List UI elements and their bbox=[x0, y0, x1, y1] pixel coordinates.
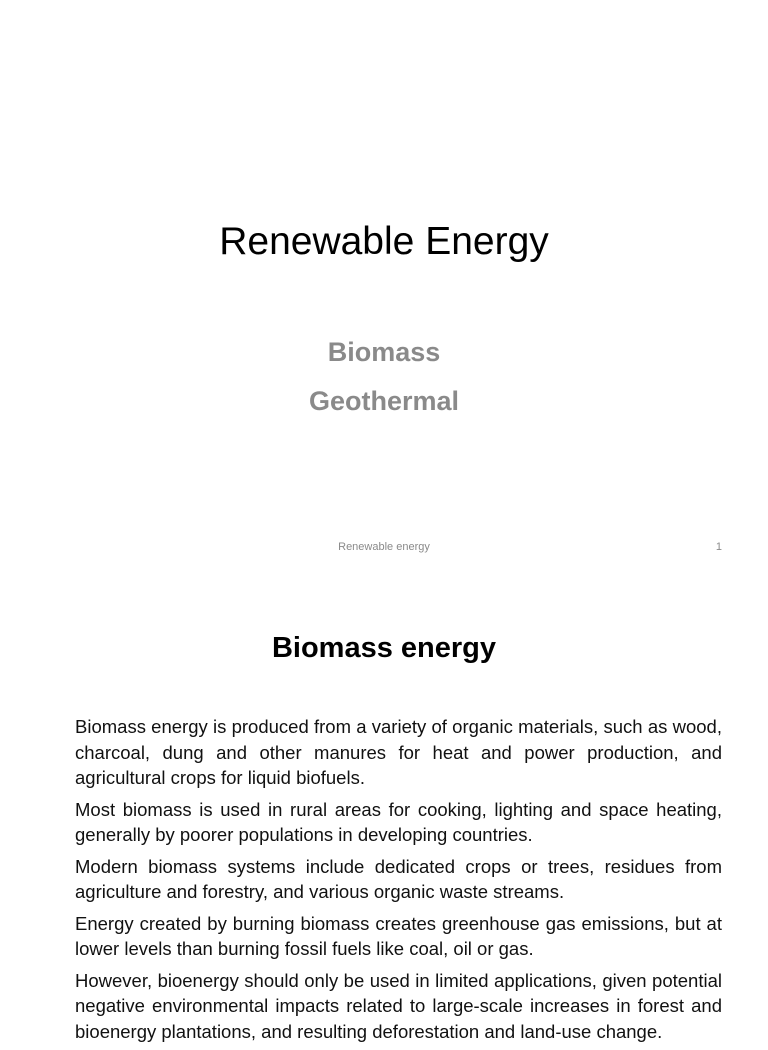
paragraph: Energy created by burning biomass creates greenhouse gas emissions, but at lower levels than burning fossil fuels like coal, oil or gas. bbox=[75, 912, 722, 959]
subtitle-biomass: Biomass bbox=[327, 337, 441, 367]
slide-heading: Biomass energy bbox=[271, 632, 497, 664]
paragraph: Biomass energy is produced from a variety of organic materials, such as wood, charcoal, dung and other manures for heat and power production, and agricultural crops for liquid biofuels. bbox=[75, 716, 722, 788]
slide-title: Renewable Energy bbox=[219, 220, 549, 263]
biomass-slide bbox=[0, 578, 768, 1042]
slide-footer: Renewable energy bbox=[338, 541, 430, 553]
paragraph: Most biomass is used in rural areas for cooking, lighting and space heating, generally by poorer populations in developing countries. bbox=[75, 798, 722, 845]
paragraph: However, bioenergy should only be used in limited applications, given potential negative environmental impacts related to large-scale increases in forest and bioenergy plantations, and resulting deforestation and land-use change. bbox=[75, 969, 722, 1042]
slide-body bbox=[75, 714, 722, 1050]
paragraph: Modern biomass systems include dedicated crops or trees, residues from agriculture and forestry, and various organic waste streams. bbox=[75, 855, 722, 902]
subtitle-geothermal: Geothermal bbox=[308, 386, 460, 416]
page-number: 1 bbox=[715, 541, 722, 553]
